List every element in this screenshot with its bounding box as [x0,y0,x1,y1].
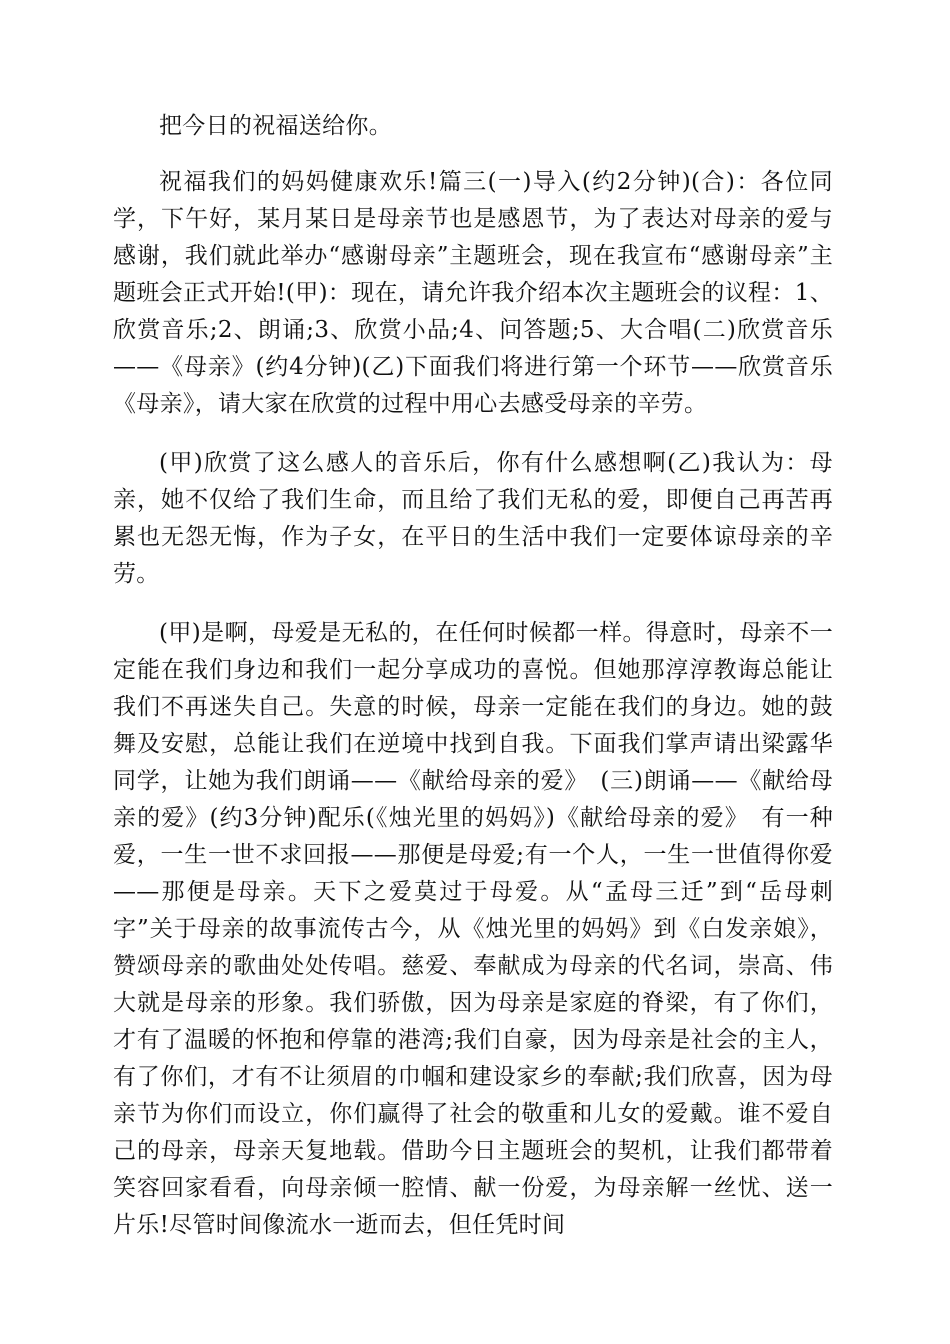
document-body [113,108,833,1266]
paragraph-3: (甲)欣赏了这么感人的音乐后，你有什么感想啊(乙)我认为：母亲，她不仅给了我们生命，而且给了我们无私的爱，即便自己再苦再累也无怨无悔，作为子女，在平日的生活中我们一定要体谅母亲的辛劳。 [113,450,833,587]
paragraph-2: 祝福我们的妈妈健康欢乐!篇三(一)导入(约2分钟)(合)：各位同学，下午好，某月某日是母亲节也是感恩节，为了表达对母亲的爱与感谢，我们就此举办“感谢母亲”主题班会，现在我宣布“感谢母亲”主题班会正式开始!(甲)：现在，请允许我介绍本次主题班会的议程：1、欣赏音乐;2、朗诵;3、欣赏小品;4、问答题;5、大合唱(二)欣赏音乐——《母亲》(约4分钟)(乙)下面我们将进行第一个环节——欣赏音乐《母亲》，请大家在欣赏的过程中用心去感受母亲的辛劳。 [113,169,833,417]
paragraph-4: (甲)是啊，母爱是无私的，在任何时候都一样。得意时，母亲不一定能在我们身边和我们一起分享成功的喜悦。但她那淳淳教诲总能让我们不再迷失自己。失意的时候，母亲一定能在我们的身边。她的鼓舞及安慰，总能让我们在逆境中找到自我。下面我们掌声请出梁露华同学，让她为我们朗诵——《献给母亲的爱》 (三)朗诵——《献给母亲的爱》(约3分钟)配乐(《烛光里的妈妈》)《献给母亲的爱》 有一种爱，一生一世不求回报——那便是母爱;有一个人，一生一世值得你爱——那便是母亲。天下之爱莫过于母爱。从“孟母三迁”到“岳母刺字”关于母亲的故事流传古今，从《烛光里的妈妈》到《白发亲娘》，赞颂母亲的歌曲处处传唱。慈爱、奉献成为母亲的代名词，崇高、伟大就是母亲的形象。我们骄傲，因为母亲是家庭的脊梁，有了你们，才有了温暖的怀抱和停靠的港湾;我们自豪，因为母亲是社会的主人，有了你们，才有不让须眉的巾帼和建设家乡的奉献;我们欣喜，因为母亲节为你们而设立，你们赢得了社会的敬重和儿女的爱戴。谁不爱自己的母亲，母亲天复地载。借助今日主题班会的契机，让我们都带着笑容回家看看，向母亲倾一腔情、献一份爱，为母亲解一丝忧、送一片乐!尽管时间像流水一逝而去，但任凭时间 [113,620,833,1238]
paragraph-1: 把今日的祝福送给你。 [159,113,392,139]
